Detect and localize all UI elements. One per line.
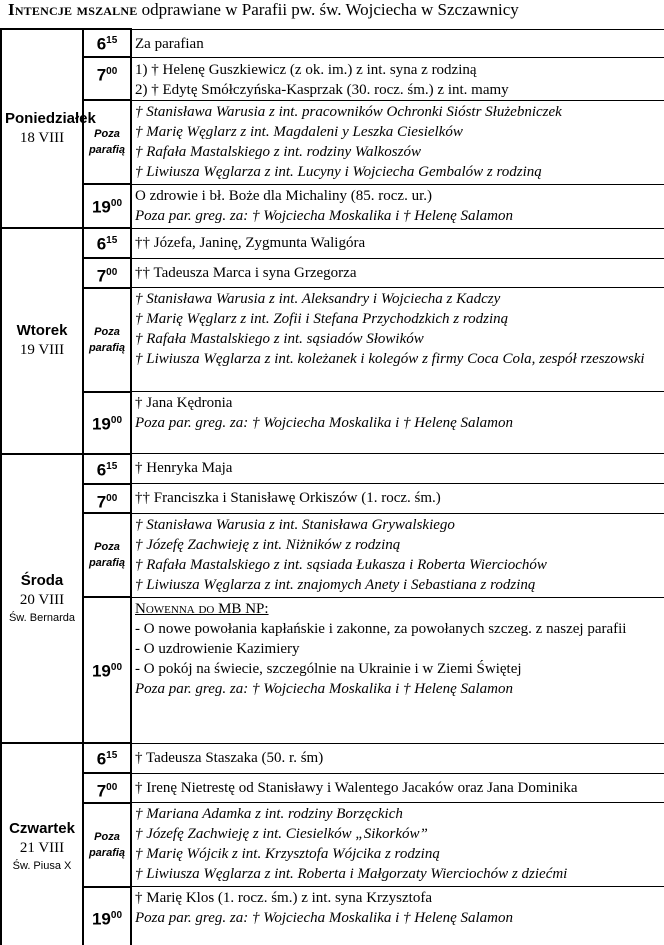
intention-line: † Stanisława Warusia z int. Aleksandry i Wojciecha z Kadczy (135, 291, 501, 308)
intention-cell (131, 454, 664, 484)
intention-line: † Józefę Zachwieję z int. Ciesielków „Sikorków” (135, 826, 428, 843)
time-615: $6^{15}$ (83, 228, 131, 258)
intention-line: Za parafian (135, 35, 204, 52)
intention-line: † Marię Węglarz z int. Zofii i Stefana Przychodzkich z rodziną (135, 311, 509, 328)
intention-cell (131, 100, 664, 184)
gregorian-line: Poza par. greg. za: † Wojciecha Moskalika i † Helenę Salamon (135, 207, 513, 224)
intention-line: † Liwiusza Węglarza z int. Lucyny i Wojciecha Gembalów z rodziną (135, 163, 542, 180)
intention-cell (131, 803, 664, 887)
table-row (1, 100, 664, 184)
gregorian-line: Poza par. greg. za: † Wojciecha Moskalika i † Helenę Salamon (135, 680, 513, 697)
day-name: Poniedziałek (5, 110, 96, 127)
time-1900: $19^{00}$ (83, 184, 131, 228)
intention-line: 1) † Helenę Guszkiewicz (z ok. im.) z int. syna z rodziną (135, 61, 477, 78)
table-row (1, 288, 664, 392)
time-1900: $19^{00}$ (83, 392, 131, 454)
intention-line: †† Józefa, Janinę, Zygmunta Waligóra (135, 234, 366, 251)
day-date: 21 VIII (19, 839, 65, 856)
time-1900: $19^{00}$ (83, 597, 131, 743)
intention-line: † Liwiusza Węglarza z int. Roberta i Małgorzaty Wierciochów z dziećmi (135, 866, 568, 883)
day-date: 19 VIII (19, 342, 65, 359)
intention-cell (131, 392, 664, 454)
table-row (1, 773, 664, 803)
intention-cell (131, 484, 664, 514)
intention-line: †† Franciszka i Stanisławę Orkiszów (1. rocz. śm.) (135, 490, 441, 507)
day-date: 18 VIII (19, 130, 65, 146)
intention-line: † Stanisława Warusia z int. pracowników Ochronki Sióstr Służebniczek (135, 103, 562, 120)
intention-line: † Rafała Mastalskiego z int. rodziny Walkoszów (135, 143, 421, 160)
day-name: Czwartek (9, 819, 75, 837)
intention-line: †† Tadeusza Marca i syna Grzegorza (135, 264, 357, 281)
table-row (1, 258, 664, 288)
header-title-caps: Intencje mszalne (8, 0, 138, 19)
gregorian-line: Poza par. greg. za: † Wojciecha Moskalika i † Helenę Salamon (135, 415, 513, 432)
intention-cell (131, 29, 664, 57)
intention-line: † Stanisława Warusia z int. Stanisława Grywalskiego (135, 516, 455, 533)
poza-parafia-label: Poza parafią (83, 100, 131, 184)
time-700: $7^{00}$ (83, 258, 131, 288)
table-row (1, 743, 664, 773)
poza-parafia-label: Poza parafią (83, 288, 131, 392)
table-row (1, 597, 664, 743)
table-row (1, 57, 664, 100)
intention-cell (131, 258, 664, 288)
gregorian-line: Poza par. greg. za: † Wojciecha Moskalika i † Helenę Salamon (135, 910, 513, 927)
day-saint: Św. Bernarda (8, 611, 76, 624)
day-cell-monday (1, 29, 96, 228)
intention-line: † Marię Klos (1. rocz. śm.) z int. syna Krzysztofa (135, 890, 432, 907)
intention-cell (131, 773, 664, 803)
header-title-rest: odprawiane w Parafii pw. św. Wojciecha w Szczawnicy (137, 0, 519, 19)
intention-line: † Marię Wójcik z int. Krzysztofa Wójcika z rodziną (135, 846, 440, 863)
day-saint: Św. Piusa X (12, 859, 72, 872)
intention-line: † Rafała Mastalskiego z int. sąsiadów Słowików (135, 331, 424, 348)
time-700: $7^{00}$ (83, 773, 131, 803)
intention-line: 2) † Edytę Smółczyńska-Kasprzak (30. rocz. śm.) z int. mamy (135, 81, 509, 98)
time-1900: $19^{00}$ (83, 887, 131, 945)
table-row (1, 803, 664, 887)
intention-cell (131, 597, 664, 743)
time-700: $7^{00}$ (83, 57, 131, 100)
intention-line: † Mariana Adamka z int. rodziny Borzęckich (135, 806, 403, 823)
intention-line: † Rafała Mastalskiego z int. sąsiada Łukasza i Roberta Wierciochów (135, 556, 547, 573)
intention-line: † Liwiusza Węglarza z int. koleżanek i kolegów z firmy Coca Cola, zespół rzeszowski (135, 351, 645, 368)
table-row (1, 513, 664, 597)
intention-line: - O uzdrowienie Kazimiery (135, 640, 300, 657)
day-date: 20 VIII (19, 591, 65, 608)
intentions-table (0, 28, 664, 945)
intention-cell (131, 743, 664, 773)
intention-line: † Jana Kędronia (135, 395, 233, 412)
time-700: $7^{00}$ (83, 484, 131, 514)
intention-line: † Tadeusza Staszaka (50. r. śm) (135, 749, 324, 766)
intention-cell (131, 513, 664, 597)
intention-cell (131, 887, 664, 945)
intention-line: † Józefę Zachwieję z int. Niżników z rodziną (135, 536, 401, 553)
day-cell-thursday (1, 743, 83, 945)
page-header (0, 0, 664, 24)
table-row (1, 454, 664, 484)
table-row (1, 184, 664, 228)
intention-line: † Marię Węglarz z int. Magdaleni y Leszka Ciesielków (135, 123, 463, 140)
table-row (1, 887, 664, 945)
time-615: $6^{15}$ (83, 29, 131, 57)
intention-cell (131, 57, 664, 100)
intention-line: † Henryka Maja (135, 460, 233, 477)
intention-cell (131, 288, 664, 392)
intention-cell (131, 184, 664, 228)
table-row (1, 392, 664, 454)
intention-line: † Irenę Nietrestę od Stanisławy i Walentego Jacaków oraz Jana Dominika (135, 779, 578, 796)
nowenna-heading: Nowenna do MB NP: (135, 600, 269, 617)
poza-parafia-label: Poza parafią (83, 803, 131, 887)
intention-line: O zdrowie i bł. Boże dla Michaliny (85. rocz. ur.) (135, 187, 432, 204)
day-name: Środa (20, 571, 64, 589)
intention-cell (131, 228, 664, 258)
day-cell-wednesday (1, 454, 83, 744)
day-cell-tuesday (1, 228, 83, 454)
table-row (1, 484, 664, 514)
poza-parafia-label: Poza parafią (83, 513, 131, 597)
intention-line: † Liwiusza Węglarza z int. znajomych Anety i Sebastiana z rodziną (135, 576, 536, 593)
time-615: $6^{15}$ (83, 454, 131, 484)
table-row (1, 228, 664, 258)
intention-line: - O nowe powołania kapłańskie i zakonne, za powołanych szczeg. z naszej parafii (135, 620, 627, 637)
day-name: Wtorek (16, 322, 68, 340)
table-row (1, 29, 664, 57)
time-615: $6^{15}$ (83, 743, 131, 773)
intention-line: - O pokój na świecie, szczególnie na Ukrainie i w Ziemi Świętej (135, 660, 522, 677)
